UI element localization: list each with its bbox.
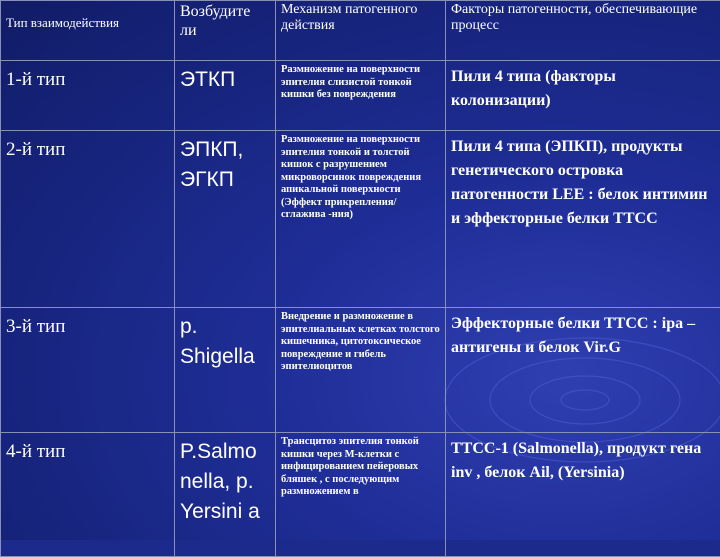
type-cell: 2-й тип — [1, 131, 175, 308]
header-mechanism: Механизм патогенного действия — [276, 1, 446, 61]
factors-cell: Пили 4 типа (ЭПКП), продукты генетического островка патогенности LEE : белок интимин и эффекторные белки ТТСС — [446, 131, 720, 308]
pathogen-cell: ЭТКП — [175, 61, 276, 131]
pathogen-cell: р. Shigella — [175, 308, 276, 433]
header-factors: Факторы патогенности, обеспечивающие процесс — [446, 1, 720, 61]
mechanism-cell: Трансцитоз эпителия тонкой кишки через М-клетки с инфицированием пейеровых бляшек , с последующим размножением в — [276, 433, 446, 557]
header-pathogen: Возбудите ли — [175, 1, 276, 61]
type-cell: 4-й тип — [1, 433, 175, 557]
header-interaction-type: Тип взаимодействия — [1, 1, 175, 61]
table-header-row — [1, 1, 720, 61]
factors-cell: ТТСС-1 (Salmonella), продукт гена inv , белок Ail, (Yersinia) — [446, 433, 720, 557]
table-row — [1, 131, 720, 308]
mechanism-cell: Внедрение и размножение в эпителиальных клетках толстого кишечника, цитотоксическое повреждение и гибель эпителиоцитов — [276, 308, 446, 433]
table-row — [1, 308, 720, 433]
factors-cell: Эффекторные белки ТТСС : ipa –антигены и белок Vir.G — [446, 308, 720, 433]
pathogen-cell: P.Salmo nella, p. Yersini a — [175, 433, 276, 557]
mechanism-cell: Размножение на поверхности эпителия тонкой и толстой кишок с разрушением микроворсинок повреждения апикальной поверхности (Эффект прикрепления/сглажива -ния) — [276, 131, 446, 308]
table-row — [1, 433, 720, 557]
mechanism-cell: Размножение на поверхности эпителия слизистой тонкой кишки без повреждения — [276, 61, 446, 131]
pathogen-cell: ЭПКП, ЭГКП — [175, 131, 276, 308]
table-row — [1, 61, 720, 131]
factors-cell: Пили 4 типа (факторы колонизации) — [446, 61, 720, 131]
type-cell: 3-й тип — [1, 308, 175, 433]
type-cell: 1-й тип — [1, 61, 175, 131]
